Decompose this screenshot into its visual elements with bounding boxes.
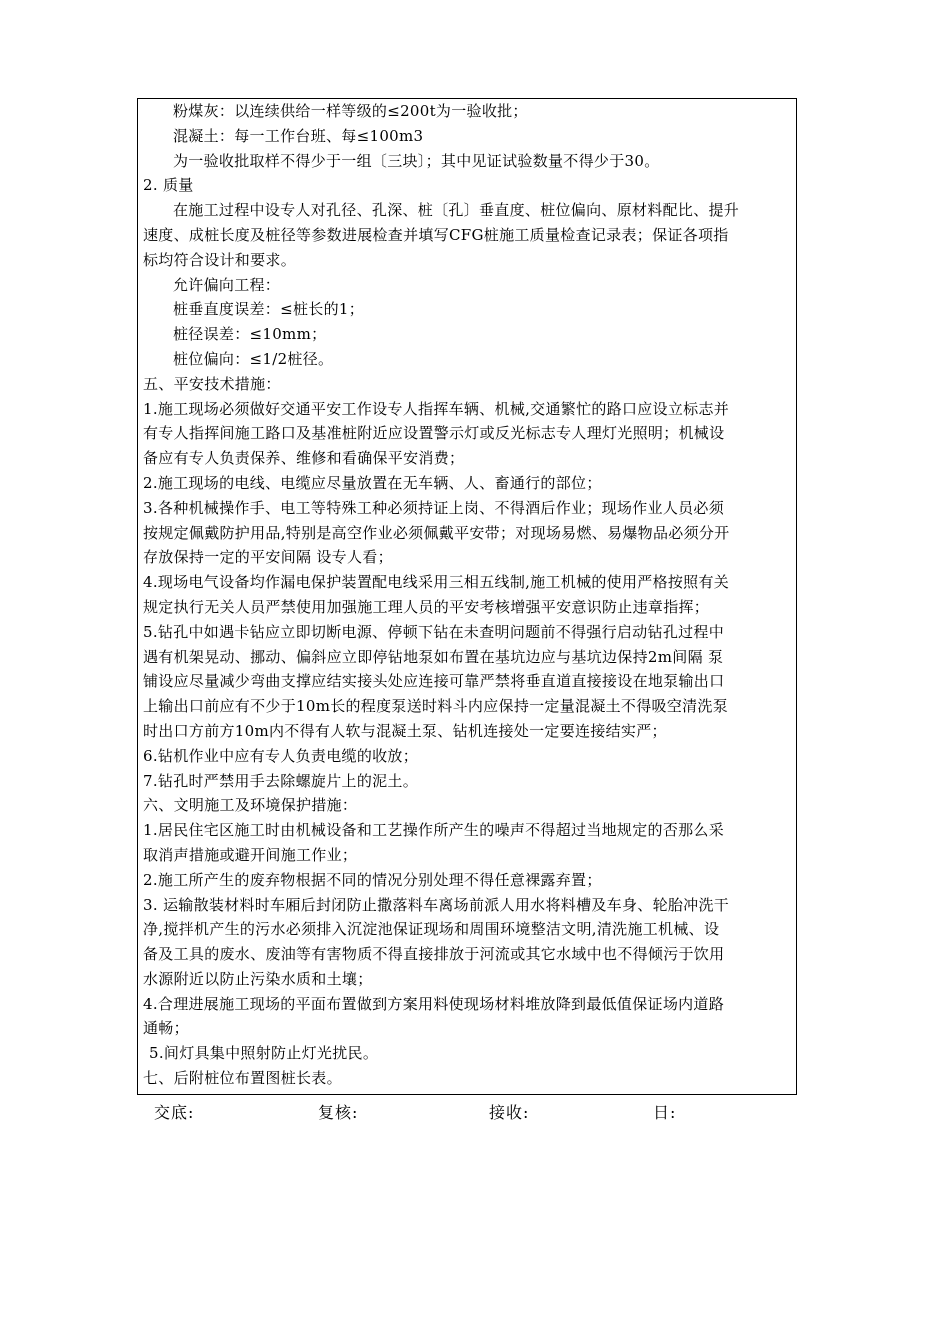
review-label: 复核: [318,1103,359,1122]
text-line: 标均符合设计和要求。 [143,250,297,269]
text-line: 粉煤灰：以连续供给一样等级的≤200t为一验收批； [173,102,528,120]
text-line: 按规定佩戴防护用品,特别是高空作业必须佩戴平安带；对现场易燃、易爆物品必须分开 [143,523,730,542]
text-line: 桩垂直度误差：≤桩长的1； [173,300,365,319]
text-line: 7.钻孔时严禁用手去除螺旋片上的泥土。 [143,771,419,790]
text-line: 规定执行无关人员严禁使用加强施工理人员的平安考核增强平安意识防止违章指挥； [143,597,710,616]
text-line: 混凝土：每一工作台班、每≤100m3 [173,126,424,145]
text-line: 时出口方前方10m内不得有人软与混凝土泵、钻机连接处一定要连接结实严； [143,721,667,740]
text-line: 1.施工现场必须做好交通平安工作设专人指挥车辆、机械,交通繁忙的路口应设立标志并 [143,399,730,418]
text-line: 桩位偏向：≤1/2桩径。 [173,349,334,368]
text-line: 上输出口前应有不少于10m长的程度泵送时料斗内应保持一定量混凝土不得吸空清洗泵 [143,697,729,716]
text-line: 净,搅拌机产生的污水必须排入沉淀池保证现场和周围环境整洁文明,清洗施工机械、设 [143,920,720,939]
signature-footer [0,1100,950,1126]
text-line: 速度、成桩长度及桩径等参数进展检查并填写CFG桩施工质量检查记录表；保证各项指 [143,225,729,244]
text-line: 3. 运输散装材料时车厢后封闭防止撒落料车离场前派人用水将料槽及车身、轮胎冲洗干 [143,895,730,914]
section-heading: 六、文明施工及环境保护措施： [143,796,358,815]
text-line: 5.间灯具集中照射防止灯光扰民。 [149,1044,379,1063]
text-line: 4.合理进展施工现场的平面布置做到方案用料使现场材料堆放降到最低值保证场内道路 [143,994,725,1013]
handover-label: 交底: [154,1103,195,1122]
text-line: 3.各种机械操作手、电工等特殊工种必须持证上岗、不得酒后作业；现场作业人员必须 [143,498,725,517]
section-heading: 五、平安技术措施： [143,374,281,393]
text-line: 通畅； [143,1019,189,1038]
text-line: 6.钻机作业中应有专人负责电缆的收放； [143,746,419,765]
text-line: 水源附近以防止污染水质和土壤； [143,969,373,988]
section-heading: 2. 质量 [143,176,194,195]
text-line: 铺设应尽量减少弯曲支撑应结实接头处应连接可靠严禁将垂直道直接接设在地泵输出口 [143,672,725,691]
date-label: 日: [653,1103,677,1122]
text-line: 为一验收批取样不得少于一组〔三块〕；其中见证试验数量不得少于30。 [173,151,660,170]
text-line: 在施工过程中设专人对孔径、孔深、桩〔孔〕垂直度、桩位偏向、原材料配比、提升 [173,201,740,220]
text-line: 2.施工现场的电线、电缆应尽量放置在无车辆、人、畜通行的部位； [143,473,602,492]
text-line: 备及工具的废水、废油等有害物质不得直接排放于河流或其它水域中也不得倾污于饮用 [143,945,725,964]
text-line: 遇有机架晃动、挪动、偏斜应立即停钻地泵如布置在基坑边应与基坑边保持2m间隔 泵 [143,647,724,666]
text-line: 存放保持一定的平安间隔 设专人看； [143,548,393,567]
document-body [143,99,793,1091]
text-line: 2.施工所产生的废弃物根据不同的情况分别处理不得任意裸露弃置； [143,870,602,889]
text-line: 1.居民住宅区施工时由机械设备和工艺操作所产生的噪声不得超过当地规定的否那么采 [143,821,725,840]
text-line: 4.现场电气设备均作漏电保护装置配电线采用三相五线制,施工机械的使用严格按照有关 [143,573,730,592]
text-line: 允许偏向工程： [173,275,281,294]
text-line: 桩径误差：≤10mm； [173,325,327,344]
text-line: 5.钻孔中如遇卡钻应立即切断电源、停顿下钻在未查明问题前不得强行启动钻孔过程中 [143,622,725,641]
text-line: 有专人指挥间施工路口及基准桩附近应设置警示灯或反光标志专人理灯光照明；机械设 [143,424,725,443]
text-line: 取消声措施或避开间施工作业； [143,845,358,864]
receive-label: 接收: [489,1103,530,1122]
text-line: 备应有专人负责保养、维修和看确保平安消费； [143,449,465,468]
section-heading: 七、后附桩位布置图桩长表。 [143,1069,342,1088]
